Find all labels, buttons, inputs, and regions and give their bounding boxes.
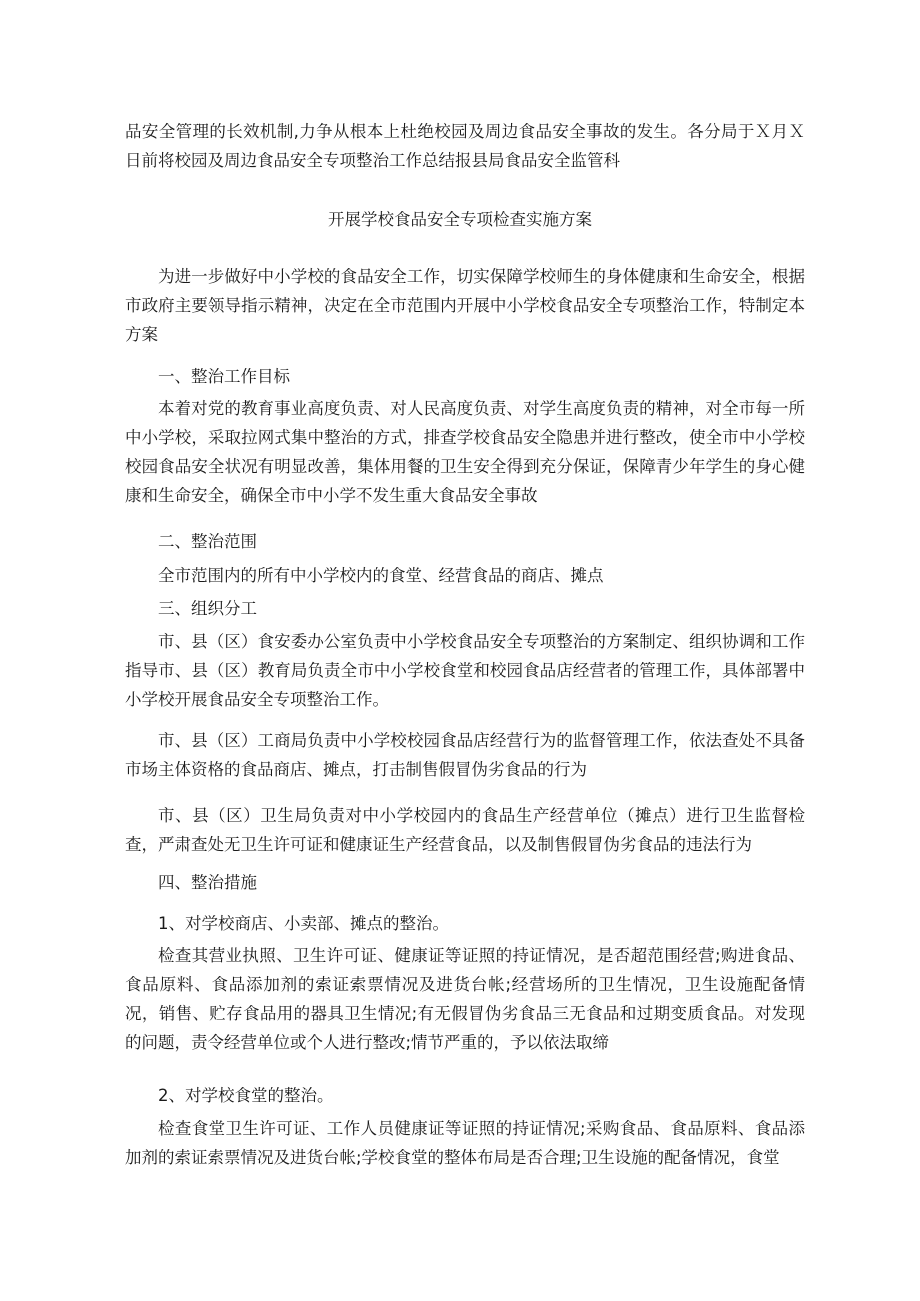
section4-heading: 四、整治措施: [158, 873, 257, 892]
section3-paragraph-3: 市、县（区）卫生局负责对中小学校园内的食品生产经营单位（摊点）进行卫生监督检查，严肃查处无卫生许可证和健康证生产经营食品，以及制售假冒伪劣食品的违法行为: [125, 806, 805, 854]
measure2-body: 检查食堂卫生许可证、工作人员健康证等证照的持证情况;采购食品、食品原料、食品添加剂的索证索票情况及进货台帐;学校食堂的整体布局是否合理;卫生设施的配备情况，食堂: [125, 1119, 805, 1167]
section1-heading: 一、整治工作目标: [158, 367, 290, 386]
measure1-body: 检查其营业执照、卫生许可证、健康证等证照的持证情况，是否超范围经营;购进食品、食品原料、食品添加剂的索证索票情况及进货台帐;经营场所的卫生情况，卫生设施配备情况，销售、贮存食品用的器具卫生情况;有无假冒伪劣食品三无食品和过期变质食品。对发现的问题，责令经营单位或个人进行整改;情节严重的，予以依法取缔: [125, 946, 805, 1052]
intro-paragraph: 品安全管理的长效机制,力争从根本上杜绝校园及周边食品安全事故的发生。各分局于Ｘ月Ｘ日前将校园及周边食品安全专项整治工作总结报县局食品安全监管科: [125, 122, 805, 170]
measure1-heading: 1、对学校商店、小卖部、摊点的整治。: [158, 914, 449, 933]
measure2-heading: 2、对学校食堂的整治。: [158, 1086, 334, 1105]
section3-heading: 三、组织分工: [158, 599, 257, 618]
section1-body: 本着对党的教育事业高度负责、对人民高度负责、对学生高度负责的精神，对全市每一所中小学校，采取拉网式集中整治的方式，排查学校食品安全隐患并进行整改，使全市中小学校校园食品安全状况有明显改善，集体用餐的卫生安全得到充分保证，保障青少年学生的身心健康和生命安全，确保全市中小学不发生重大食品安全事故: [125, 399, 805, 505]
section3-paragraph-1: 市、县（区）食安委办公室负责中小学校食品安全专项整治的方案制定、组织协调和工作指导市、县（区）教育局负责全市中小学校食堂和校园食品店经营者的管理工作，具体部署中小学校开展食品安全专项整治工作。: [125, 632, 805, 709]
opening-paragraph: 为进一步做好中小学校的食品安全工作，切实保障学校师生的身体健康和生命安全，根据市政府主要领导指示精神，决定在全市范围内开展中小学校食品安全专项整治工作，特制定本方案: [125, 267, 805, 344]
section2-body: 全市范围内的所有中小学校内的食堂、经营食品的商店、摊点: [158, 566, 604, 585]
section3-paragraph-2: 市、县（区）工商局负责中小学校校园食品店经营行为的监督管理工作，依法查处不具备市场主体资格的食品商店、摊点，打击制售假冒伪劣食品的行为: [125, 731, 805, 779]
section2-heading: 二、整治范围: [158, 532, 257, 551]
document-title: 开展学校食品安全专项检查实施方案: [328, 210, 592, 229]
